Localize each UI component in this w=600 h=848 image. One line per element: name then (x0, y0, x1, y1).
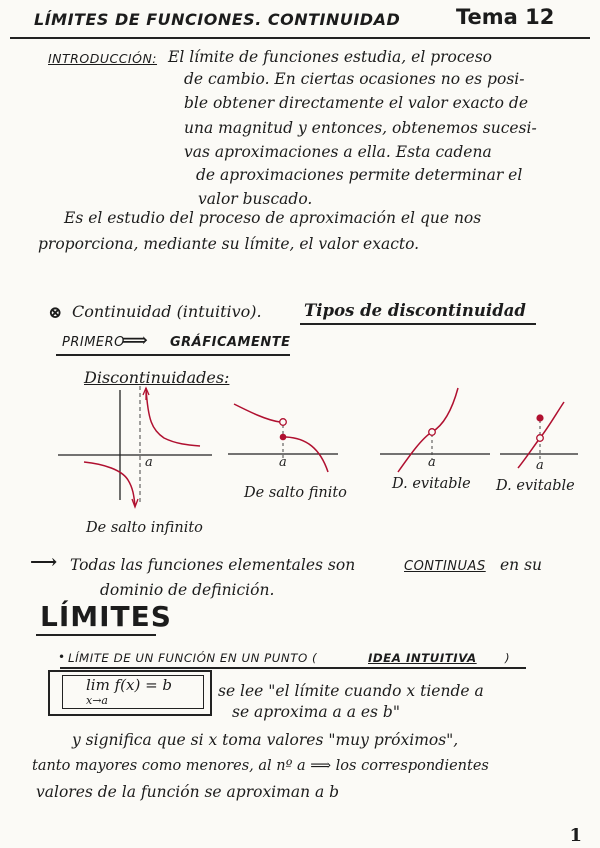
discontinuity-types-heading: Tipos de discontinuidad (304, 301, 526, 320)
note-text: en su (500, 556, 543, 574)
intro-line: El límite de funciones estudia, el proceso (168, 48, 493, 66)
note-arrow-icon: ⟶ (30, 551, 58, 573)
primero-label: PRIMERO (62, 335, 125, 350)
right-arrow-icon: ⟹ (122, 330, 148, 351)
page-title: LÍMITES DE FUNCIONES. CONTINUIDAD (34, 10, 401, 29)
open-point (537, 435, 544, 442)
intro-line: vas aproximaciones a ella. Esta cadena (184, 143, 492, 161)
heading-underline (300, 323, 536, 325)
read-line: se aproxima a a es b" (232, 703, 400, 721)
primero-underline (56, 354, 290, 356)
note-text: dominio de definición. (100, 581, 275, 599)
explain-line: tanto mayores como menores, al nº a ⟹ los correspondientes (32, 758, 489, 774)
intro-line: valor buscado. (198, 190, 313, 208)
discontinuidades-label: Discontinuidades: (84, 368, 230, 387)
page-number: 1 (569, 825, 582, 846)
limit-subheading-close: ) (505, 651, 511, 665)
intro-line: de cambio. En ciertas ocasiones no es posi- (184, 70, 525, 88)
filled-point (280, 434, 287, 441)
explain-line: valores de la función se aproximan a b (36, 783, 340, 801)
read-line: se lee "el límite cuando x tiende a (218, 682, 484, 700)
intro-para2-line: proporciona, mediante su límite, el valor exacto. (38, 235, 420, 253)
axis-label-a: a (428, 455, 436, 470)
intro-label: INTRODUCCIÓN: (48, 51, 158, 66)
caption-removable-2: D. evitable (496, 478, 575, 494)
tema-number: Tema 12 (456, 5, 555, 29)
intro-line: ble obtener directamente el valor exacto de (184, 94, 529, 112)
axis-label-a: a (145, 455, 153, 470)
curve-left (84, 462, 135, 506)
open-point (280, 419, 287, 426)
limites-heading: LÍMITES (40, 600, 172, 633)
formula-sub: x→a (86, 694, 108, 707)
open-point (429, 429, 436, 436)
formula-main: lim f(x) = b (86, 676, 173, 694)
limit-subheading-idea: IDEA INTUITIVA (368, 651, 477, 665)
intro-line: de aproximaciones permite determinar el (196, 166, 523, 184)
bullet-dot-icon: • (58, 650, 66, 664)
limites-underline (36, 634, 156, 636)
explain-line: y significa que si x toma valores "muy próximos", (72, 731, 459, 749)
intro-para2-line: Es el estudio del proceso de aproximación el que nos (64, 209, 482, 227)
caption-removable-1: D. evitable (392, 476, 471, 492)
curve-right (146, 388, 200, 446)
header-rule (10, 37, 590, 39)
bullet-icon: ⊗ (48, 303, 63, 323)
curve-left (234, 404, 280, 422)
filled-point (536, 414, 543, 421)
graph-infinite-jump (58, 386, 212, 507)
caption-infinite-jump: De salto infinito (86, 520, 203, 536)
intro-line: una magnitud y entonces, obtenemos sucesi- (184, 119, 537, 137)
axis-label-a: a (536, 458, 544, 473)
note-text: Todas las funciones elementales son (70, 556, 356, 574)
caption-finite-jump: De salto finito (244, 485, 347, 501)
graficamente-label: GRÁFICAMENTE (170, 335, 291, 350)
note-continuas: CONTINUAS (404, 559, 486, 574)
subheading-underline (60, 667, 526, 669)
limit-subheading: LÍMITE DE UN FUNCIÓN EN UN PUNTO ( (68, 651, 318, 665)
continuity-heading: Continuidad (intuitivo). (72, 302, 262, 321)
axis-label-a: a (279, 455, 287, 470)
